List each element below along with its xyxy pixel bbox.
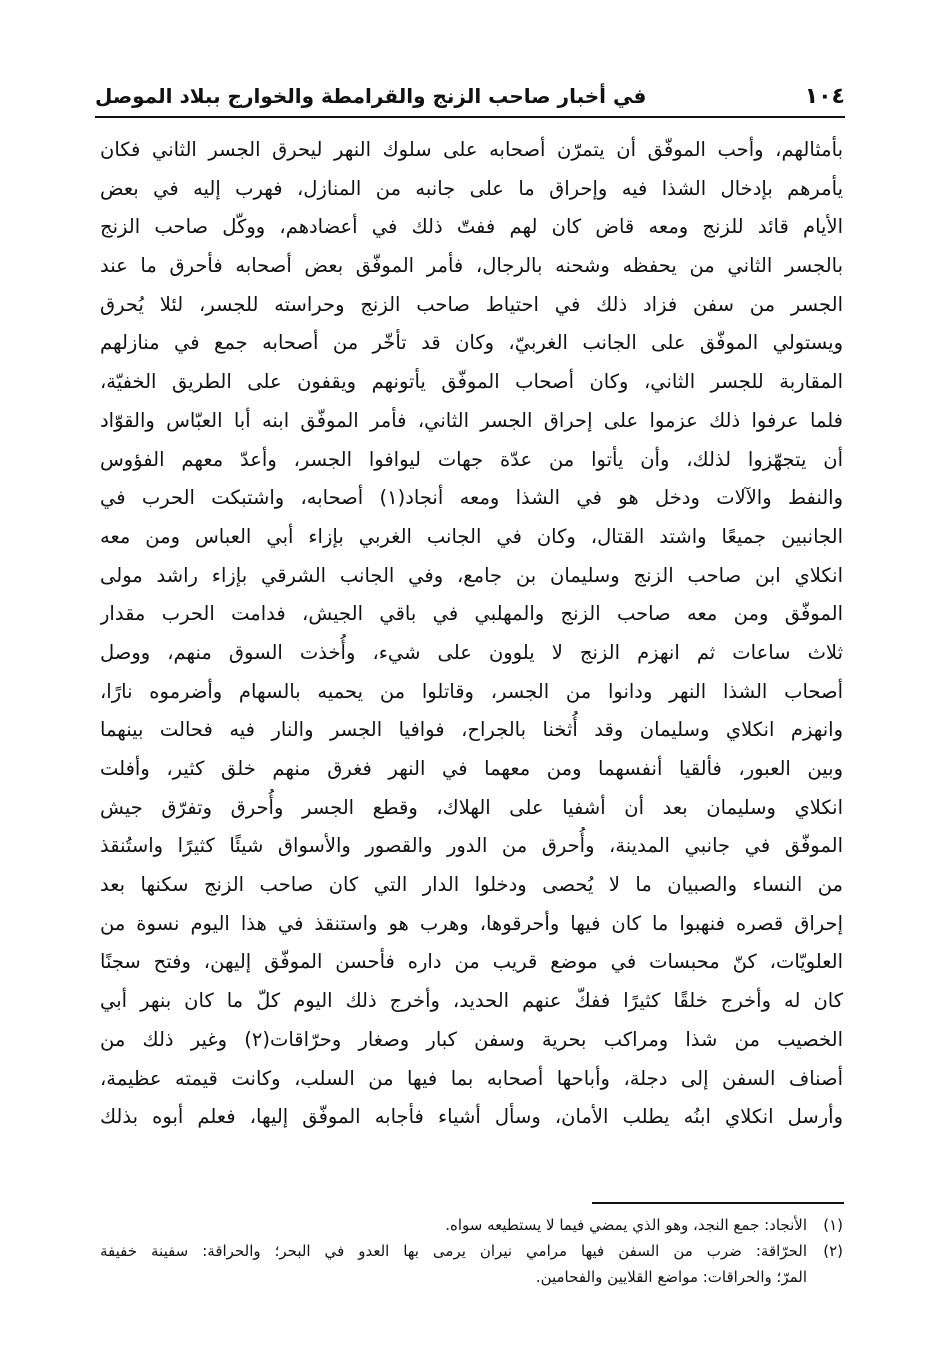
page-number: ١٠٤: [804, 84, 845, 109]
text-line: كان له وأخرج خلقًا كثيرًا ففكّ عنهم الحديد، وأخرج ذلك اليوم كلّ ما كان بنهر أبي: [100, 989, 843, 1013]
footnote-text: الحرّاقة: ضرب من السفن فيها مرامي نيران يرمى بها العدو في البحر؛ والحراقة: سفينة خفيفة: [100, 1242, 807, 1260]
text-line: إحراق قصره فنهبوا ما كان فيها وأحرقوها، وهرب هو واستنقذ في هذا اليوم نسوة من: [100, 911, 843, 935]
text-line: وانهزم انكلاي وسليمان وقد أُثخنا بالجراح، فوافيا الجسر والنار فيه فحالت بينهما: [100, 718, 843, 742]
text-line: والنفط والآلات ودخل هو في الشذا ومعه أنجاد(١) أصحابه، واشتبكت الحرب في: [100, 486, 843, 510]
text-line: انكلاي ابن صاحب الزنج وسليمان بن جامع، وفي الجانب الشرقي بإزاء راشد مولى: [100, 563, 843, 587]
body-text: [100, 131, 843, 1137]
footnote-2: [100, 1238, 843, 1264]
text-line: ويستولي الموفّق على الجانب الغربيّ، وكان قد تأخّر من أصحابه جمع في منازلهم: [100, 331, 843, 355]
text-line: الأيام قائد للزنج ومعه قاض كان لهم ففتّ ذلك في أعضادهم، ووكّل صاحب الزنج: [100, 215, 843, 239]
footnote-text: الأنجاد: جمع النجد، وهو الذي يمضي فيما لا يستطيعه سواه.: [445, 1216, 807, 1234]
text-line: وبين العبور، فألقيا أنفسهما ومن معهما في النهر فغرق منهم خلق كثير، وأفلت: [100, 757, 843, 780]
text-line: وأرسل انكلاي ابنُه يطلب الأمان، وسأل أشياء فأجابه الموفّق إليها، فعلم أبوه بذلك: [100, 1105, 843, 1129]
text-line: العلويّات، كنّ محبسات في موضع قريب من داره فأحسن الموفّق إليهن، وفتح سجنًا: [100, 950, 843, 974]
text-line: بالجسر الثاني من يحفظه وشحنه بالرجال، فأمر الموفّق بعض أصحابه فأحرق ما عند: [100, 254, 843, 278]
page-header: [95, 80, 845, 118]
text-line: الخصيب من شذا ومراكب بحرية وسفن كبار وصغار وحرّاقات(٢) وغير ذلك من: [100, 1027, 843, 1051]
text-line: ثلاث ساعات ثم انهزم الزنج لا يلوون على شيء، وأُخذت السوق منهم، ووصل: [100, 640, 843, 664]
text-line: الجسر من سفن فزاد ذلك في احتياط صاحب الزنج وحراسته للجسر، لئلا يُحرق: [100, 292, 843, 316]
footnotes: [100, 1212, 843, 1290]
text-line: الموفّق في جانبي المدينة، وأُحرق من الدور والقصور والأسواق شيئًا كثيرًا واستُنقذ: [100, 834, 843, 858]
text-line: انكلاي وسليمان بعد أن أشفيا على الهلاك، وقطع الجسر وأُحرق وتفرّق جيش: [100, 795, 843, 819]
text-line: من النساء والصبيان ما لا يُحصى ودخلوا الدار التي كان صاحب الزنج سكنها بعد: [100, 873, 843, 897]
footnote-2-continuation: المرّ؛ والحراقات: مواضع القلايين والفحامين.: [535, 1268, 807, 1286]
running-title: في أخبار صاحب الزنج والقرامطة والخوارج ببلاد الموصل: [95, 84, 647, 108]
footnote-divider: [592, 1202, 844, 1204]
text-line: الجانبين جميعًا واشتد القتال، وكان في الجانب الغربي بإزاء أبي العباس ومن معه: [100, 524, 843, 548]
text-line: يأمرهم بإدخال الشذا فيه وإحراق ما على جانبه من المنازل، فهرب إليه في بعض: [100, 176, 843, 200]
text-line: فلما عرفوا ذلك عزموا على إحراق الجسر الثاني، فأمر الموفّق ابنه أبا العبّاس والقوّاد: [100, 408, 843, 432]
text-line: أن يتجهّزوا لذلك، وأن يأتوا من عدّة جهات ليوافوا الجسر، وأعدّ معهم الفؤوس: [100, 447, 843, 471]
text-line: أصحاب الشذا النهر ودانوا من الجسر، وقاتلوا من يحميه بالسهام وأضرموه نارًا،: [100, 679, 843, 703]
text-line: بأمثالهم، وأحب الموفّق أن يتمرّن أصحابه على سلوك النهر ليحرق الجسر الثاني فكان: [100, 138, 843, 161]
text-line: الموفّق ومن معه صاحب الزنج والمهلبي في باقي الجيش، فدامت الحرب مقدار: [100, 602, 843, 626]
text-line: المقاربة للجسر الثاني، وكان أصحاب الموفّق يأتونهم ويقفون على الطريق الخفيّة،: [100, 370, 843, 394]
footnote-number: (٢): [823, 1242, 843, 1260]
footnote-number: (١): [823, 1216, 843, 1234]
footnote-1: [100, 1212, 843, 1238]
text-line: أصناف السفن إلى دجلة، وأباحها أصحابه بما فيها من السلب، وكانت قيمته عظيمة،: [100, 1066, 843, 1090]
